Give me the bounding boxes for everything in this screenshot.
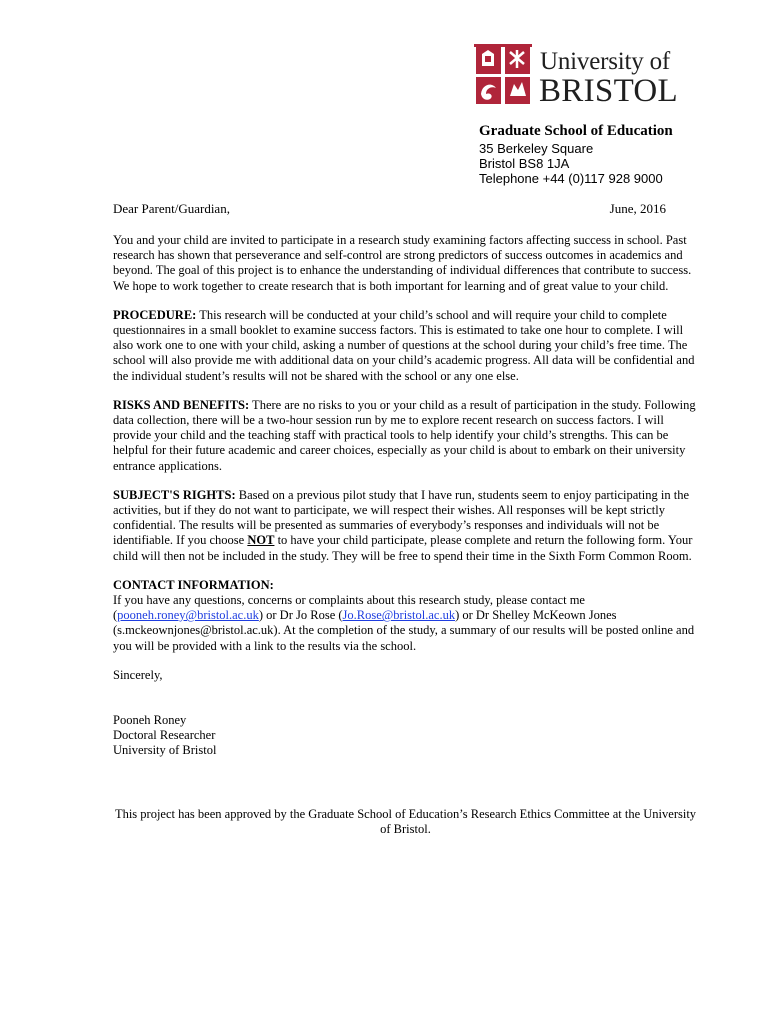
- address-street: 35 Berkeley Square: [479, 141, 594, 156]
- risks-text: There are no risks to you or your child as a result of participation in the study. Following data collection, there will be a two-hour session run by me to explore recent research on success factors. I will provide your child and the teaching staff with practical tools to help identify your child’s strengths. This can be helpful for their future academic and career choices, especially as your child is about to embark on their university entrance applications.: [113, 397, 696, 473]
- signer-organization: University of Bristol: [113, 743, 217, 758]
- intro-paragraph: You and your child are invited to participate in a research study examining factors affecting success in school. Past research has shown that perseverance and self-control are strong predictors of success outcomes in academics and beyond. The goal of this project is to enhance the understanding of individual differences that contribute to success. We hope to work together to create research that is both important for learning and of great value to your child.: [113, 233, 692, 293]
- rights-paragraph: [113, 488, 698, 564]
- contact-text-3: ) or Dr Shelley McKeown Jones (s.mckeownjones@bristol.ac.uk). At the completion of the study, a summary of our results will be posted online and you will be provided with a link to the results via the school.: [113, 608, 695, 653]
- department-name: Graduate School of Education: [479, 123, 673, 139]
- procedure-paragraph: [113, 308, 698, 384]
- rights-heading: SUBJECT'S RIGHTS:: [113, 487, 236, 502]
- procedure-text: This research will be conducted at your child’s school and will require your child to complete questionnaires in a small booklet to examine success factors. This is estimated to take one hour to complete. I will also work one to one with your child, asking a number of questions at the school during your child’s free time. The school will also provide me with additional data on your child’s academic progress. All data will be confidential and the individual student’s results will not be shared with the school or any one else.: [113, 307, 695, 383]
- sender-address: [479, 121, 759, 186]
- email-link-jo-rose[interactable]: Jo.Rose@bristol.ac.uk: [342, 608, 456, 623]
- university-logo: [474, 44, 679, 109]
- rights-text-2: to have your child participate, please complete and return the following form. Your child will then not be included in the study. They will be free to spend their time in the Sixth Form Common Room.: [113, 533, 693, 563]
- signoff: [113, 668, 698, 759]
- email-link-pooneh[interactable]: pooneh.roney@bristol.ac.uk: [117, 608, 259, 623]
- contact-heading: CONTACT INFORMATION:: [113, 577, 274, 592]
- university-crest-icon: [474, 44, 532, 106]
- salutation: Dear Parent/Guardian,: [113, 201, 230, 216]
- risks-heading: RISKS AND BENEFITS:: [113, 397, 250, 412]
- address-telephone: Telephone +44 (0)117 928 9000: [479, 171, 663, 186]
- procedure-heading: PROCEDURE:: [113, 307, 197, 322]
- rights-not-emphasis: NOT: [247, 533, 275, 548]
- contact-paragraph: [113, 578, 698, 654]
- logo-wordmark-line2: BRISTOL: [539, 73, 679, 109]
- address-city: Bristol BS8 1JA: [479, 156, 570, 171]
- closing: Sincerely,: [113, 667, 163, 682]
- salutation-row: [113, 201, 666, 216]
- rights-text-1: Based on a previous pilot study that I have run, students seem to enjoy participating in the activities, but if they do not want to participate, we will respect their wishes. All responses will be kept strictly confidential. The results will be presented as summaries of everybody’s responses and individuals will not be identifiable. If you choose: [113, 487, 689, 548]
- signature-block: [113, 713, 698, 759]
- logo-wordmark-line1: University of: [540, 48, 671, 75]
- risks-paragraph: [113, 398, 698, 474]
- contact-text-2: ) or Dr Jo Rose (: [258, 608, 343, 623]
- signer-name: Pooneh Roney: [113, 713, 187, 728]
- contact-text-1: If you have any questions, concerns or complaints about this research study, please contact me (: [113, 593, 585, 623]
- signer-title: Doctoral Researcher: [113, 728, 216, 743]
- letter-date: June, 2016: [609, 201, 666, 216]
- letter-body: [113, 233, 698, 759]
- ethics-approval-note: This project has been approved by the Graduate School of Education’s Research Ethics Committee at the University of Bristol.: [114, 807, 697, 837]
